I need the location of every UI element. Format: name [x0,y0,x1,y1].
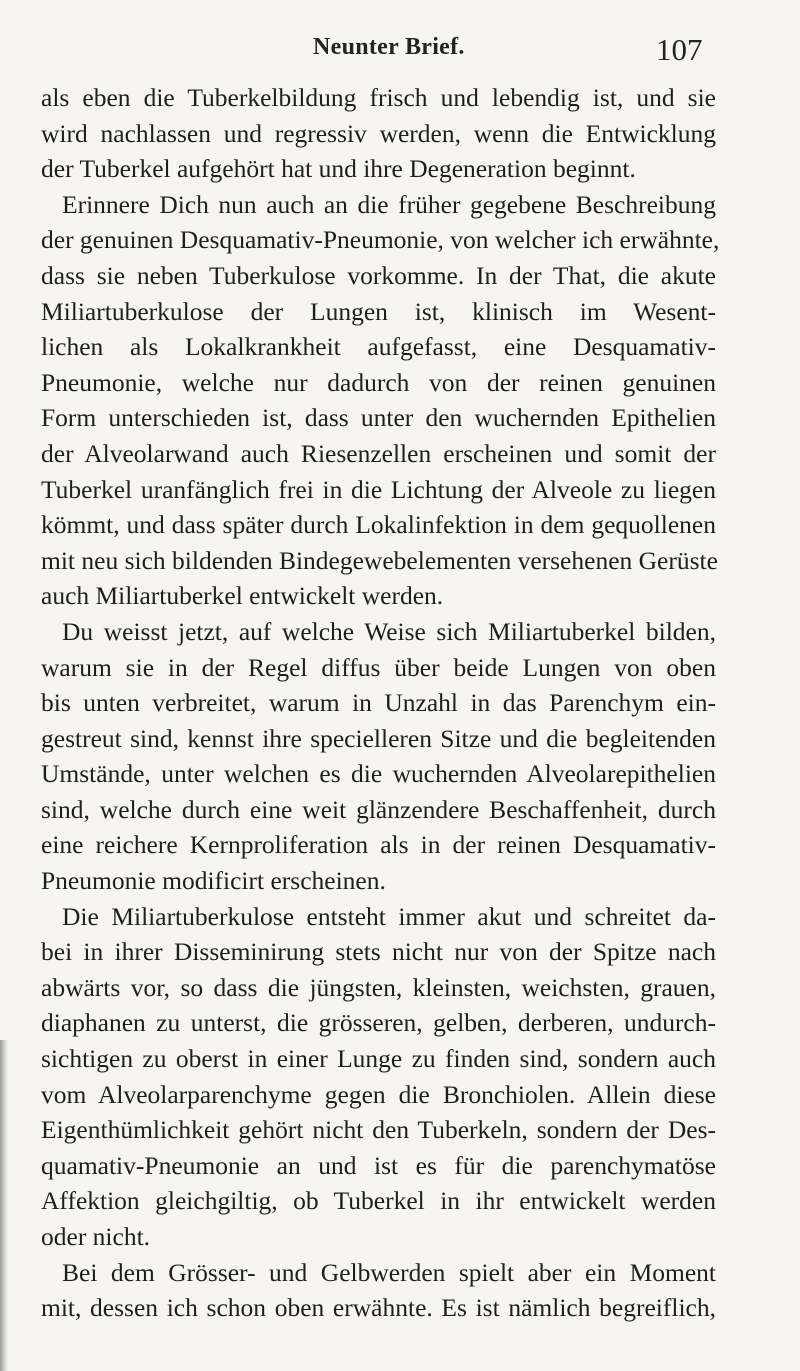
text-line: mit neu sich bildenden Bindegewebelementen versehenen Gerüste [41,545,718,575]
text-line: Du weisst jetzt, auf welche Weise sich Miliartuberkel bilden, [62,616,716,646]
text-line: lichen als Lokalkrankheit aufgefasst, eine Desquamativ- [41,332,716,362]
text-line: dass sie neben Tuberkulose vorkomme. In der That, die akute [41,260,716,290]
text-line: Umstände, unter welchen es die wuchernden Alveolarepithelien [41,759,716,789]
text-line: Tuberkel uranfänglich frei in die Lichtung der Alveole zu liegen [41,474,716,504]
text-line: Miliartuberkulose der Lungen ist, klinisch im Wesent- [41,296,716,326]
text-line: diaphanen zu unterst, die grösseren, gelben, derberen, undurch- [41,1008,716,1038]
text-line: wird nachlassen und regressiv werden, wenn die Entwicklung [41,118,716,148]
text-line: abwärts vor, so dass die jüngsten, kleinsten, weichsten, grauen, [41,972,716,1002]
binding-shadow [0,1040,8,1371]
text-line: sind, welche durch eine weit glänzendere Beschaffenheit, durch [41,794,716,824]
text-line: kömmt, und dass später durch Lokalinfektion in dem gequollenen [41,510,716,540]
text-line: vom Alveolarparenchyme gegen die Bronchiolen. Allein diese [41,1079,716,1109]
text-line: gestreut sind, kennst ihre specielleren Sitze und die begleitenden [41,723,716,753]
text-line: Erinnere Dich nun auch an die früher gegebene Beschreibung [62,189,716,219]
running-head: Neunter Brief. [313,34,465,60]
page-number: 107 [656,32,703,67]
text-line: mit, dessen ich schon oben erwähnte. Es ist nämlich begreiflich, [41,1293,716,1323]
text-line: eine reichere Kernproliferation als in der reinen Desquamativ- [41,830,716,860]
text-line: Bei dem Grösser- und Gelbwerden spielt aber ein Moment [62,1257,716,1287]
text-line: Affektion gleichgiltig, ob Tuberkel in ihr entwickelt werden [41,1186,716,1216]
text-line: Eigenthümlichkeit gehört nicht den Tuberkeln, sondern der Des- [41,1115,716,1145]
text-line: Form unterschieden ist, dass unter den wuchernden Epithelien [41,403,716,433]
text-line: der Alveolarwand auch Riesenzellen erscheinen und somit der [41,438,716,468]
body-text [41,80,720,1326]
text-line: bei in ihrer Disseminirung stets nicht nur von der Spitze nach [41,937,716,967]
text-line: sichtigen zu oberst in einer Lunge zu finden sind, sondern auch [41,1044,716,1074]
text-line: Die Miliartuberkulose entsteht immer akut und schreitet da- [62,901,716,931]
text-line: bis unten verbreitet, warum in Unzahl in das Parenchym ein- [41,688,716,718]
text-line: quamativ-Pneumonie an und ist es für die parenchymatöse [41,1150,716,1180]
text-line: oder nicht. [41,1222,151,1251]
text-line: als eben die Tuberkelbildung frisch und lebendig ist, und sie [41,83,716,112]
page-header [0,34,800,74]
text-line: Pneumonie, welche nur dadurch von der reinen genuinen [41,367,716,397]
text-line: der Tuberkel aufgehört hat und ihre Degeneration beginnt. [41,154,636,184]
text-line: der genuinen Desquamativ-Pneumonie, von welcher ich erwähnte, [41,225,720,255]
text-line: auch Miliartuberkel entwickelt werden. [41,581,444,611]
text-line: warum sie in der Regel diffus über beide Lungen von oben [41,652,716,682]
text-line: Pneumonie modificirt erscheinen. [41,866,386,896]
